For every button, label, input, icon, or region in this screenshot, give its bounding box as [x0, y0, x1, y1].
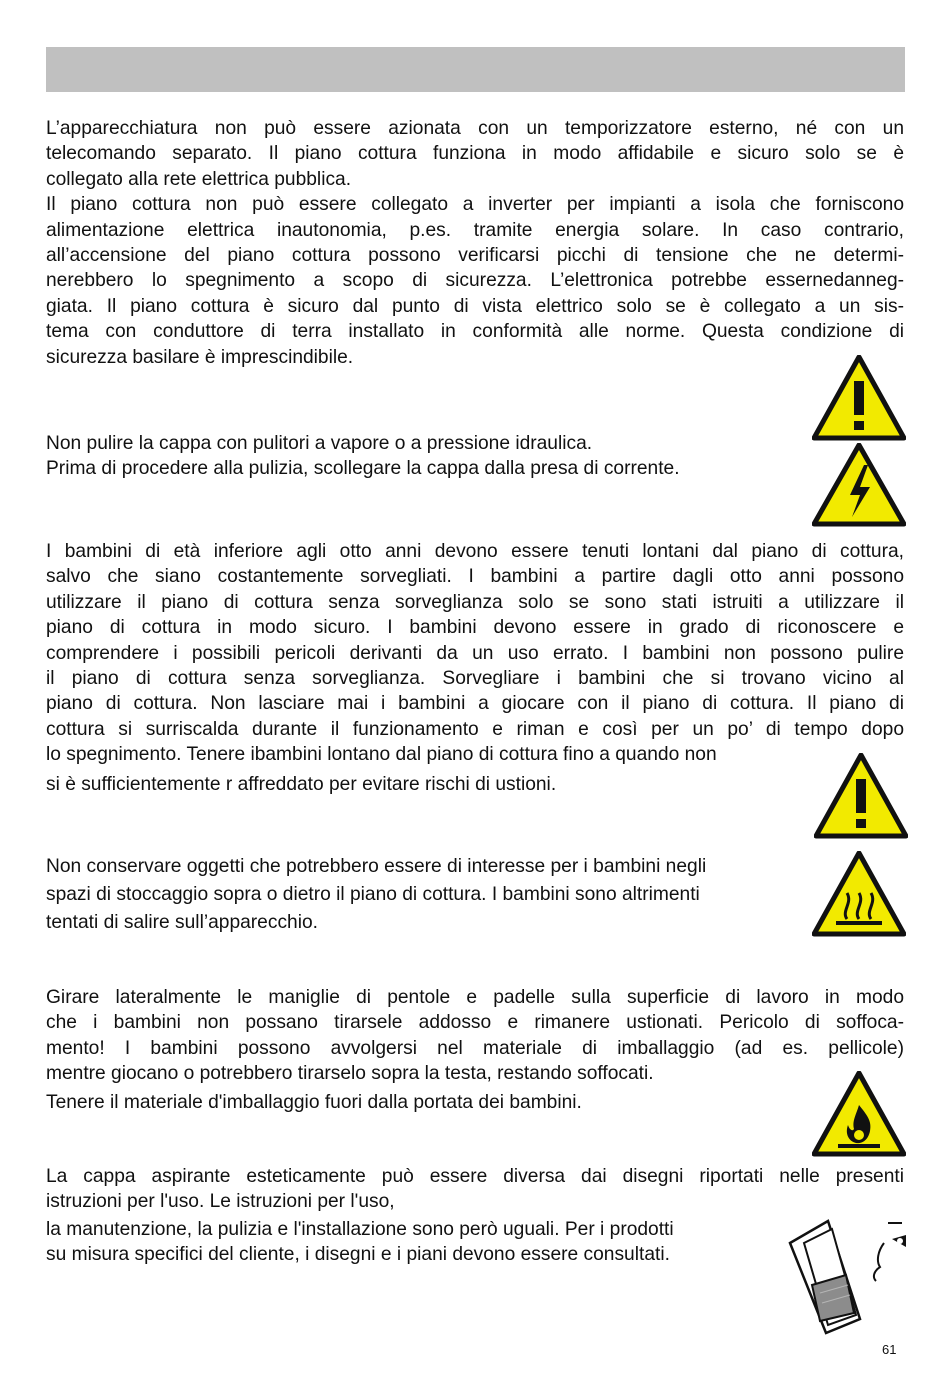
warning-triangle-exclamation-icon — [814, 753, 908, 839]
intro-line: tema con conduttore di terra installato in conformità alle norme. Questa condizione di — [46, 321, 904, 343]
intro-line: all’accensione del piano cottura possono verificarsi picchi di tensione che ne determi- — [46, 245, 904, 267]
handles-line: mento! I bambini possono avvolgersi nel materiale di imballaggio (ad es. pellicole) — [46, 1037, 904, 1059]
storage-line: spazi di stoccaggio sopra o dietro il piano di cottura. I bambini sono altrimenti — [46, 884, 700, 905]
storage-paragraph — [46, 853, 811, 937]
warning-triangle-electric-icon — [812, 443, 906, 527]
storage-line: tentati di salire sull’apparecchio. — [46, 912, 318, 933]
intro-line: telecomando separato. Il piano cottura funziona in modo affidabile e sicuro solo se è — [46, 143, 904, 165]
design-line: la manutenzione, la pulizia e l'installazione sono però uguali. Per i prodotti — [46, 1218, 674, 1240]
intro-line: Il piano cottura non può essere collegato a inverter per impianti a isola che forniscono — [46, 194, 904, 216]
children-line: il piano di cottura senza sorveglianza. Sorvegliare i bambini che si trovano vicino al — [46, 668, 904, 690]
warning-triangle-flammable-icon — [812, 1071, 906, 1157]
design-line: La cappa aspirante esteticamente può essere diversa dai disegni riportati nelle presenti — [46, 1166, 904, 1187]
intro-line: giata. Il piano cottura è sicuro dal punto di vista elettrico solo se è collegato a un sis- — [46, 295, 904, 317]
intro-line: collegato alla rete elettrica pubblica. — [46, 168, 352, 190]
children-line: piano di cottura. Non lasciare mai i bambini a giocare con il piano di cottura. Il piano di — [46, 693, 904, 715]
children-line: si è sufficientemente r affreddato per evitare rischi di ustioni. — [46, 773, 557, 795]
warning-triangle-exclamation-icon — [812, 355, 906, 441]
page-number: 61 — [882, 1342, 897, 1357]
children-line: salvo che siano costantemente sorvegliati. I bambini a partire dagli otto anni possono — [46, 566, 904, 588]
intro-line: sicurezza basilare è imprescindibile. — [46, 346, 354, 368]
intro-line: L’apparecchiatura non può essere azionata con un temporizzatore esterno, né con un — [46, 118, 904, 139]
handles-line: Girare lateralmente le maniglie di pentole e padelle sulla superficie di lavoro in modo — [46, 987, 904, 1008]
handles-line: che i bambini non possano tirarsele addosso e rimanere ustionati. Pericolo di soffoca- — [46, 1012, 904, 1034]
header-bar — [46, 47, 905, 92]
children-paragraph — [46, 539, 904, 797]
warning-triangle-hot-surface-icon — [812, 851, 906, 937]
children-line: piano di cottura in modo sicuro. I bambini devono essere in grado di riconoscere e — [46, 617, 904, 639]
cleaning-line: Non pulire la cappa con pulitori a vapore o a pressione idraulica. — [46, 433, 593, 454]
design-line: istruzioni per l'uso. Le istruzioni per l'uso, — [46, 1191, 395, 1213]
children-line: I bambini di età inferiore agli otto anni devono essere tenuti lontani dal piano di cottura, — [46, 541, 904, 562]
read-manual-icon — [786, 1215, 916, 1335]
handles-paragraph — [46, 985, 904, 1115]
children-line: utilizzare il piano di cottura senza sorveglianza solo se sono stati istruiti a utilizzare il — [46, 591, 904, 613]
children-line: lo spegnimento. Tenere ibambini lontano dal piano di cottura fino a quando non — [46, 744, 717, 766]
intro-line: alimentazione elettrica inautonomia, p.es. tramite energia solare. In caso contrario, — [46, 219, 904, 241]
cleaning-line: Prima di procedere alla pulizia, scollegare la cappa dalla presa di corrente. — [46, 458, 680, 480]
handles-line: Tenere il materiale d'imballaggio fuori dalla portata dei bambini. — [46, 1091, 582, 1113]
design-line: su misura specifici del cliente, i disegni e i piani devono essere consultati. — [46, 1244, 670, 1266]
cleaning-paragraph — [46, 431, 806, 482]
children-line: comprendere i possibili pericoli derivanti da un uso errato. I bambini non possono pulire — [46, 642, 904, 664]
design-paragraph — [46, 1164, 904, 1268]
intro-paragraph — [46, 116, 904, 370]
handles-line: mentre giocano o potrebbero tirarselo sopra la testa, restando soffocati. — [46, 1063, 654, 1085]
storage-line: Non conservare oggetti che potrebbero essere di interesse per i bambini negli — [46, 856, 707, 877]
intro-line: nerebbero lo spegnimento a scopo di sicurezza. L’elettronica potrebbe essernedanneg- — [46, 270, 904, 292]
children-line: cottura si surriscalda durante il funzionamento e riman e così per un po’ di tempo dopo — [46, 718, 904, 740]
